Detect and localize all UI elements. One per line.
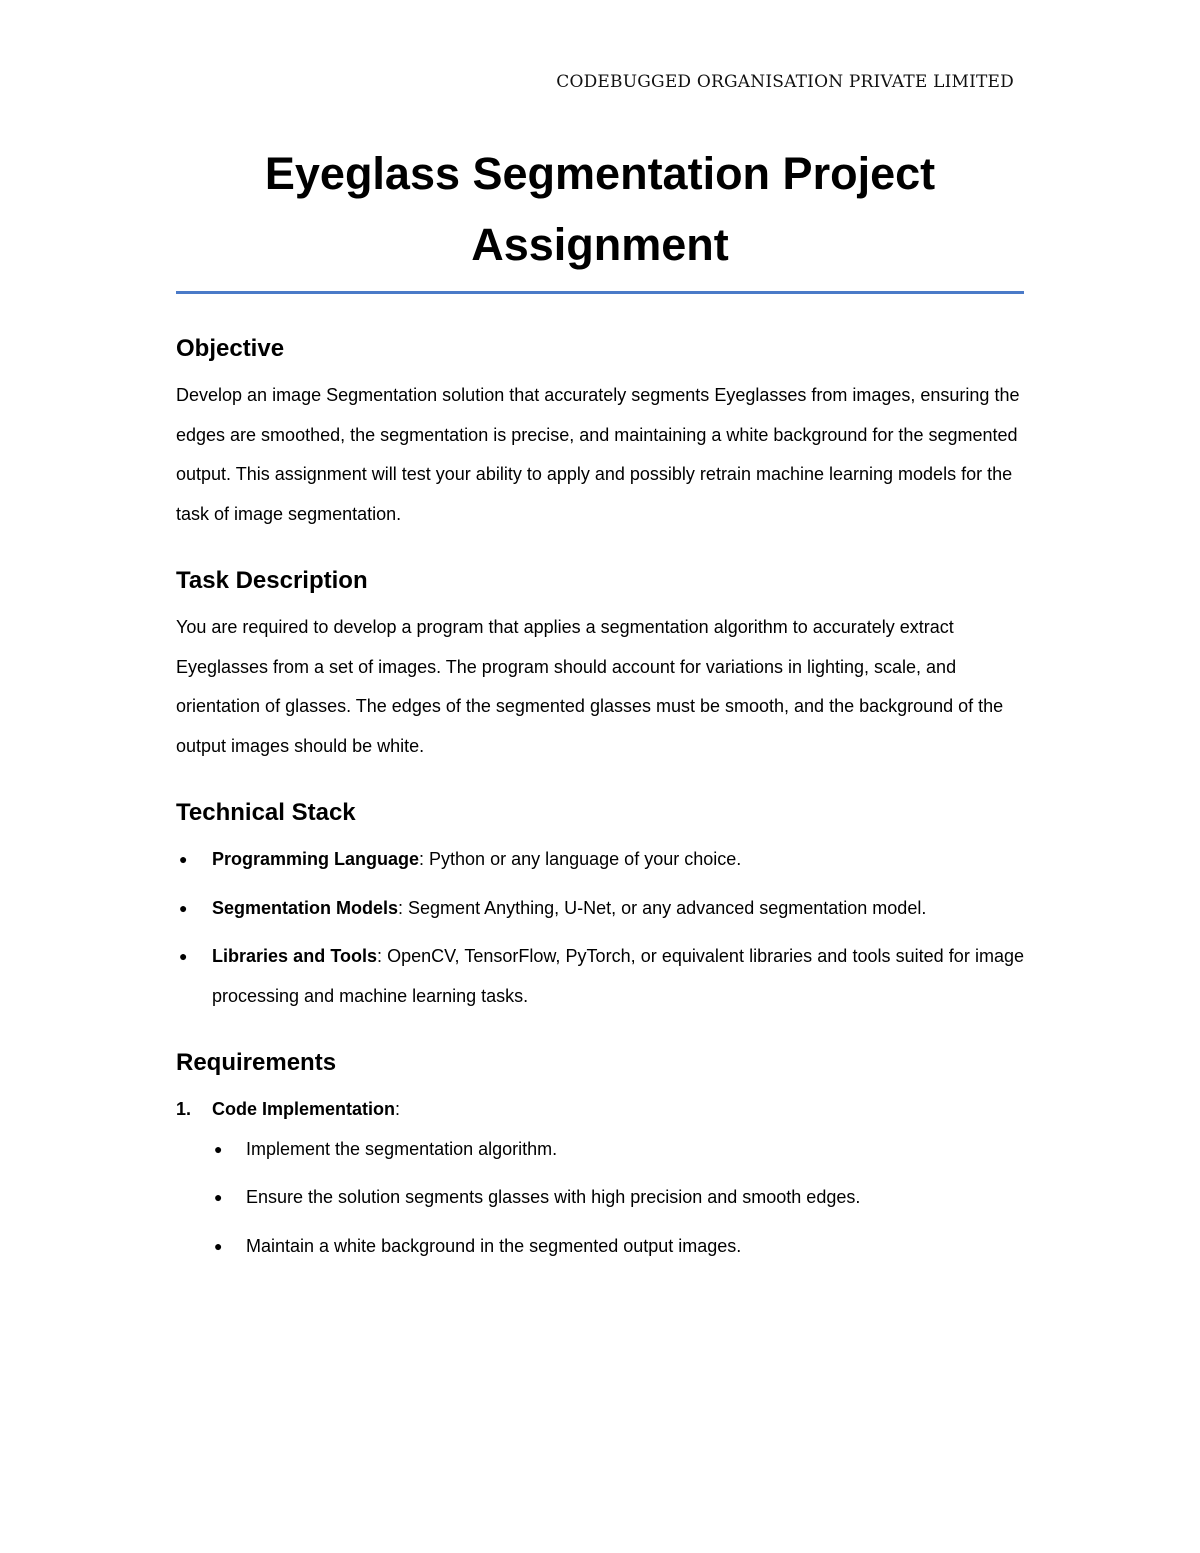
company-header: CODEBUGGED ORGANISATION PRIVATE LIMITED [556,72,1014,92]
bullet-icon: ● [214,1189,223,1205]
technical-stack-list [176,840,1024,1016]
list-item-text: Ensure the solution segments glasses with high precision and smooth edges. [246,1187,861,1207]
technical-stack-section [176,794,1024,1016]
list-item-term: Code Implementation [212,1099,396,1119]
bullet-icon: ● [214,1237,223,1254]
list-item [176,1227,1024,1267]
list-item-suffix: : [395,1099,401,1119]
bullet-icon: ● [179,899,188,916]
list-item [176,937,1024,1016]
list-item-text: : OpenCV, TensorFlow, PyTorch, or equivalent libraries and tools suited for image processing and machine learning tasks. [212,946,1024,1006]
requirements-section [176,1044,1024,1266]
task-description-heading: Task Description [176,567,368,594]
code-implementation-sublist [176,1130,1024,1267]
technical-stack-heading: Technical Stack [176,799,356,826]
list-item [176,1130,1024,1170]
bullet-icon: ● [214,1140,223,1157]
requirements-list [176,1090,1024,1130]
list-item [176,1090,1024,1130]
document-body [176,330,1024,1294]
objective-section [176,330,1024,534]
list-item-term: Segmentation Models [212,897,399,918]
title-line-1: Eyeglass Segmentation Project [264,148,936,199]
title-line-2: Assignment [471,219,729,270]
document-title [176,138,1024,280]
requirements-heading: Requirements [176,1049,337,1076]
list-item-text: Maintain a white background in the segmented output images. [246,1235,742,1256]
list-item-text: : Segment Anything, U-Net, or any advanced segmentation model. [398,897,927,918]
objective-text: Develop an image Segmentation solution that accurately segments Eyeglasses from images, ensuring the edges are smoothed, the segmentation is precise, and maintaining a white background for the segmented output. This assignment will test your ability to apply and possibly retrain machine learning models for the task of image segmentation. [176,385,1020,524]
list-item-term: Libraries and Tools [212,946,377,966]
list-number: 1. [176,1099,192,1119]
title-divider [176,291,1024,294]
task-description-text: You are required to develop a program that applies a segmentation algorithm to accurately extract Eyeglasses from a set of images. The program should account for variations in lighting, scale, and orientation of glasses. The edges of the segmented glasses must be smooth, and the background of the output images should be white. [176,617,1004,756]
list-item-text: Implement the segmentation algorithm. [246,1138,558,1159]
objective-heading: Objective [176,335,285,362]
list-item-text: : Python or any language of your choice. [419,849,742,869]
list-item-term: Programming Language [212,849,420,869]
task-description-section [176,562,1024,766]
bullet-icon: ● [179,948,188,964]
bullet-icon: ● [179,851,188,867]
list-item [176,1178,1024,1218]
list-item [176,889,1024,929]
list-item [176,840,1024,880]
